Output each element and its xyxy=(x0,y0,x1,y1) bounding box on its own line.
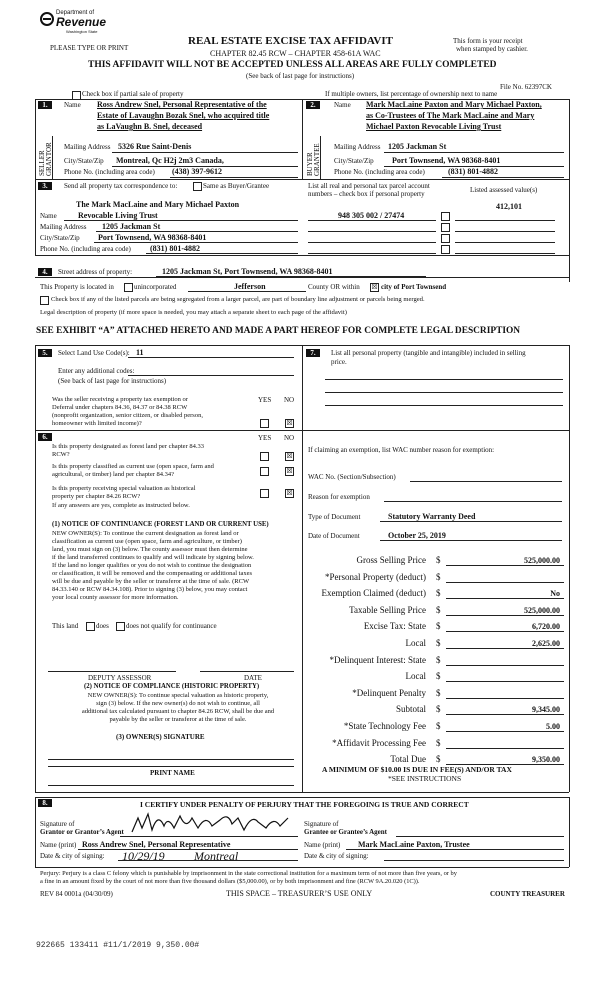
tax-name-label: Name xyxy=(40,212,57,220)
notice-continuance-title: (1) NOTICE OF CONTINUANCE (FOREST LAND OR CURRENT USE) xyxy=(52,521,269,528)
treasurer-receipt-stamp: 922665 133411 #11/1/2019 9,350.00# xyxy=(36,941,200,950)
forest-land-yes-checkbox[interactable] xyxy=(260,452,269,461)
seller-city: Montreal, Qc H2j 2m3 Canada, xyxy=(116,156,224,165)
fin-label-10: *State Technology Fee xyxy=(343,721,426,731)
grantor-name-print-label: Name (print) xyxy=(40,841,77,849)
document-type: Statutory Warranty Deed xyxy=(388,512,476,521)
unincorporated-checkbox[interactable] xyxy=(124,283,133,292)
tax-name-line-2: Revocable Living Trust xyxy=(78,211,158,220)
see-instructions-note: *SEE INSTRUCTIONS xyxy=(388,774,462,783)
parcel-4-personal-checkbox[interactable] xyxy=(441,245,450,254)
treasurer-use-only: THIS SPACE – TREASURER’S USE ONLY xyxy=(226,889,373,898)
tax-name-line-1: The Mark MacLaine and Mary Michael Paxton xyxy=(76,200,240,209)
fin-currency-0: $ xyxy=(436,555,441,565)
parcel-number: 948 305 002 / 27474 xyxy=(338,211,405,220)
parcel-list-label-1: List all real and personal tax parcel account xyxy=(308,182,430,190)
fin-label-2: Exemption Claimed (deduct) xyxy=(321,588,426,598)
grantor-side-label: GRANTOR xyxy=(45,142,53,176)
buyer-name-line-2: as Co-Trustees of The Mark MacLaine and Mary xyxy=(366,111,535,120)
fin-label-7: Local xyxy=(405,671,426,681)
this-land-label: This land xyxy=(52,622,79,630)
fin-label-6: *Delinquent Interest: State xyxy=(329,655,426,665)
fin-label-5: Local xyxy=(405,638,426,648)
tax-mailing-address: 1205 Jackman St xyxy=(102,222,161,231)
tax-city: Port Townsend, WA 98368-8401 xyxy=(98,233,207,242)
perjury-notice-line-2: a fine in an amount fixed by the court of not more than five thousand dollars ($5,000.00), or by both imprisonment and fine (RCW 9A.20.020 (1C)). xyxy=(40,878,420,885)
city-of-label: city of Port Townsend xyxy=(381,283,447,291)
form-chapter: CHAPTER 82.45 RCW – CHAPTER 458-61A WAC xyxy=(210,49,381,58)
logo-top: Department of xyxy=(56,10,95,16)
assessed-value-label: Listed assessed value(s) xyxy=(470,186,538,194)
grantee-printed-name: Mark MacLaine Paxton, Trustee xyxy=(358,840,470,849)
sec6-yes-header: YES xyxy=(258,434,272,442)
sec6-q3-line-2: property per chapter 84.26 RCW? xyxy=(52,493,141,500)
fin-currency-1: $ xyxy=(436,572,441,582)
fin-label-3: Taxable Selling Price xyxy=(349,605,426,615)
section-5-number: 5. xyxy=(38,349,52,357)
sec5-question-line-2: Deferral under chapters 84.36, 84.37 or 84.38 RCW xyxy=(52,404,188,411)
assessed-value: 412,101 xyxy=(496,202,522,211)
fin-label-4: Excise Tax: State xyxy=(363,621,426,631)
sec5-question-line-3: (nonprofit organization, senior citizen, or disabled person, xyxy=(52,412,203,419)
file-number: File No. 62397CK xyxy=(500,83,552,91)
logo-sub: Washington State xyxy=(66,29,98,34)
tax-mailing-label: Mailing Address xyxy=(40,223,87,231)
section-2-number: 2. xyxy=(306,101,320,109)
sec6-q1-line-2: RCW? xyxy=(52,451,70,458)
notice1-line-8: 84.33.140 or RCW 84.34.108). Prior to signing (3) below, you may contact xyxy=(52,586,248,593)
additional-codes-label: Enter any additional codes: xyxy=(58,367,135,375)
sec6-q2-line-2: agricultural, or timber) land per chapter 84.34? xyxy=(52,471,175,478)
sec5-yes-checkbox[interactable] xyxy=(260,419,269,428)
segregated-parcel-checkbox[interactable] xyxy=(40,296,49,305)
seller-name-label: Name xyxy=(64,101,81,109)
buyer-mailing-address: 1205 Jackman St xyxy=(388,142,447,151)
historic-yes-checkbox[interactable] xyxy=(260,489,269,498)
print-name-label: PRINT NAME xyxy=(150,769,195,777)
buyer-name-label: Name xyxy=(334,101,351,109)
receipt-note-2: when stamped by cashier. xyxy=(456,45,528,53)
fin-currency-12: $ xyxy=(436,754,441,764)
notice2-line-4: payable by the seller or transferor at the time of sale. xyxy=(109,716,247,723)
within-city-checkbox[interactable]: ☒ xyxy=(371,283,378,291)
section-7-number: 7. xyxy=(306,349,320,357)
owners-signature-label: (3) OWNER(S) SIGNATURE xyxy=(116,733,205,741)
notice1-line-3: land, you must sign on (3) below. The county assessor must then determine xyxy=(52,546,248,553)
buyer-name-line-1: Mark MacLaine Paxton and Mary Michael Paxton, xyxy=(366,100,542,109)
fin-currency-4: $ xyxy=(436,621,441,631)
fin-value-10: 5.00 xyxy=(546,722,560,731)
section-6-number: 6. xyxy=(38,433,52,441)
notice-compliance-title: (2) NOTICE OF COMPLIANCE (HISTORIC PROPERTY) xyxy=(84,683,260,690)
street-address-label: Street address of property: xyxy=(58,268,133,276)
sec6-q3-line-1: Is this property receiving special valuation as historical xyxy=(52,485,196,492)
fin-value-0: 525,000.00 xyxy=(524,556,560,565)
assessor-date-label: DATE xyxy=(244,674,262,682)
grantor-agent-label: Grantor or Grantor’s Agent xyxy=(40,828,124,836)
receipt-note-1: This form is your receipt xyxy=(453,37,523,45)
certification-statement: I CERTIFY UNDER PENALTY OF PERJURY THAT THE FOREGOING IS TRUE AND CORRECT xyxy=(140,800,469,809)
fin-currency-9: $ xyxy=(436,704,441,714)
form-revision: REV 84 0001a (04/30/09) xyxy=(40,890,113,898)
exemption-claim-label: If claiming an exemption, list WAC number reason for exemption: xyxy=(308,446,495,454)
parcel-list-label-2: numbers – check box if personal property xyxy=(308,190,425,198)
tax-phone-label: Phone No. (including area code) xyxy=(40,245,131,253)
fin-value-4: 6,720.00 xyxy=(532,622,560,631)
exemption-reason-label: Reason for exemption xyxy=(308,493,370,501)
document-type-label: Type of Document xyxy=(308,513,361,521)
type-or-print-note: PLEASE TYPE OR PRINT xyxy=(50,44,129,52)
county-or-within-label: County OR within xyxy=(308,283,360,291)
personal-property-label-2: price. xyxy=(331,358,347,366)
fin-value-5: 2,625.00 xyxy=(532,639,560,648)
fin-label-0: Gross Selling Price xyxy=(356,555,426,565)
fin-currency-8: $ xyxy=(436,688,441,698)
sec5-no-header: NO xyxy=(284,396,295,404)
grantor-signature-icon xyxy=(128,808,298,838)
fin-label-8: *Delinquent Penalty xyxy=(352,688,426,698)
property-street-address: 1205 Jackman St, Port Townsend, WA 98368-8401 xyxy=(162,267,333,276)
form-title: REAL ESTATE EXCISE TAX AFFIDAVIT xyxy=(188,35,393,47)
minimum-fee-note: A MINIMUM OF $10.00 IS DUE IN FEE(S) AND/OR TAX xyxy=(322,765,512,774)
land-use-code: 11 xyxy=(136,348,144,357)
legal-description-label: Legal description of property (if more space is needed, you may attach a separate sheet to each page of the affidavit) xyxy=(40,309,347,316)
fin-currency-7: $ xyxy=(436,671,441,681)
grantee-agent-label: Grantee or Grantee’s Agent xyxy=(304,828,388,836)
sec6-no-header: NO xyxy=(284,434,295,442)
buyer-phone: (831) 801-4882 xyxy=(448,167,498,176)
land-does-not-checkbox[interactable] xyxy=(116,622,125,631)
see-back-note: (See back of last page for instructions) xyxy=(246,72,355,80)
sec6-q1-line-1: Is this property designated as forest land per chapter 84.33 xyxy=(52,443,204,450)
sec6-q2-line-1: Is this property classified as current use (open space, farm and xyxy=(52,463,214,470)
land-does-not-label: does not qualify for continuance xyxy=(126,622,217,630)
notice1-line-1: NEW OWNER(S): To continue the current designation as forest land or xyxy=(52,530,239,537)
grantee-signature-label: Signature of xyxy=(304,820,339,828)
exhibit-a-reference: SEE EXHIBIT “A” ATTACHED HERETO AND MADE A PART HEREOF FOR COMPLETE LEGAL DESCRIPTION xyxy=(36,326,521,336)
tax-city-label: City/State/Zip xyxy=(40,234,80,242)
notice1-line-6: or classification, it will be removed and the compensating or additional taxes xyxy=(52,570,252,577)
grantor-signature-label: Signature of xyxy=(40,820,75,828)
fin-value-12: 9,350.00 xyxy=(532,755,560,764)
seller-mailing-label: Mailing Address xyxy=(64,143,111,151)
seller-phone-label: Phone No. (including area code) xyxy=(64,168,155,176)
fin-currency-6: $ xyxy=(436,655,441,665)
forest-land-no-checkbox[interactable]: ☒ xyxy=(286,452,293,460)
fin-currency-2: $ xyxy=(436,588,441,598)
logo-main: Revenue xyxy=(56,15,107,29)
warning-banner: THIS AFFIDAVIT WILL NOT BE ACCEPTED UNLESS ALL AREAS ARE FULLY COMPLETED xyxy=(88,60,497,70)
grantee-date-place-label: Date & city of signing: xyxy=(304,852,369,860)
notice1-line-2: classification as current use (open space, farm and agriculture, or timber) xyxy=(52,538,242,545)
notice2-line-2: sign (3) below. If the new owner(s) do not wish to continue, all xyxy=(96,700,260,707)
notice1-line-4: if the land transferred continues to qualify and will indicate by signing below. xyxy=(52,554,254,561)
land-does-label: does xyxy=(96,622,109,630)
grantee-name-print-label: Name (print) xyxy=(304,841,341,849)
same-as-buyer-label: Same as Buyer/Grantee xyxy=(203,182,270,190)
additional-codes-note: (See back of last page for instructions) xyxy=(58,377,167,385)
partial-sale-label: Check box if partial sale of property xyxy=(82,90,184,98)
section-4-number: 4. xyxy=(38,268,52,276)
fin-value-2: No xyxy=(550,589,560,598)
parcel-3-personal-checkbox[interactable] xyxy=(441,234,450,243)
perjury-notice-line-1: Perjury: Perjury is a class C felony which is punishable by imprisonment in the state correctional institution for a maximum term of not more than five years, or by xyxy=(40,870,457,877)
parcel-1-personal-checkbox[interactable] xyxy=(441,212,450,221)
buyer-phone-label: Phone No. (including area code) xyxy=(334,168,425,176)
notice2-line-3: additional tax calculated pursuant to chapter 84.26 RCW, shall be due and xyxy=(81,708,275,715)
same-as-buyer-checkbox[interactable] xyxy=(193,182,202,191)
document-date-label: Date of Document xyxy=(308,532,360,540)
notice1-line-7: will be due and payable by the seller or transferor at the time of sale. (RCW xyxy=(52,578,250,585)
seller-name-line-2: Estate of Lavaughn Bozak Snel, who acquired title xyxy=(97,111,270,120)
fin-currency-10: $ xyxy=(436,721,441,731)
unincorporated-label: unincorporated xyxy=(134,283,177,291)
notice1-line-9: your local county assessor for more information. xyxy=(52,594,179,601)
grantor-date-place-label: Date & city of signing: xyxy=(40,852,105,860)
buyer-side-label: BUYER xyxy=(306,152,314,176)
land-use-code-label: Select Land Use Code(s): xyxy=(58,349,130,357)
dor-logo-icon xyxy=(40,12,54,26)
buyer-city: Port Townsend, WA 98368-8401 xyxy=(392,156,501,165)
personal-property-label-1: List all personal property (tangible and intangible) included in selling xyxy=(331,349,526,357)
historic-no-checkbox[interactable]: ☒ xyxy=(286,489,293,497)
sec6-if-yes-note: If any answers are yes, complete as instructed below. xyxy=(52,502,190,509)
parcel-2-personal-checkbox[interactable] xyxy=(441,223,450,232)
grantor-signing-date: 10/29/19 xyxy=(122,849,165,863)
fin-label-11: *Affidavit Processing Fee xyxy=(332,738,426,748)
buyer-name-line-3: Michael Paxton Revocable Living Trust xyxy=(366,122,502,131)
current-use-yes-checkbox[interactable] xyxy=(260,467,269,476)
land-does-checkbox[interactable] xyxy=(86,622,95,631)
deputy-assessor-label: DEPUTY ASSESSOR xyxy=(88,674,152,682)
fin-currency-11: $ xyxy=(436,738,441,748)
seller-name-line-1: Ross Andrew Snel, Personal Representative of the xyxy=(97,100,267,109)
section-1-number: 1. xyxy=(38,101,52,109)
notice1-line-5: If the land no longer qualifies or you do not wish to continue the designation xyxy=(52,562,252,569)
segregated-parcel-label: Check box if any of the listed parcels are being segregated from a larger parcel, are part of boundary line adjustment or parcels being merged. xyxy=(51,296,425,303)
buyer-city-label: City/State/Zip xyxy=(334,157,374,165)
section-3-number: 3. xyxy=(38,182,52,190)
sec5-yes-header: YES xyxy=(258,396,272,404)
tax-phone: (831) 801-4882 xyxy=(150,244,200,253)
grantee-side-label: GRANTEE xyxy=(313,143,321,176)
seller-phone: (438) 397-9612 xyxy=(172,167,222,176)
fin-label-1: *Personal Property (deduct) xyxy=(325,572,426,582)
sec5-no-checkbox[interactable]: ☒ xyxy=(286,419,293,427)
seller-mailing-address: 5326 Rue Saint-Denis xyxy=(118,142,192,151)
fin-label-12: Total Due xyxy=(390,754,426,764)
buyer-mailing-label: Mailing Address xyxy=(334,143,381,151)
wac-number-label: WAC No. (Section/Subsection) xyxy=(308,473,396,481)
dor-logo xyxy=(40,10,107,36)
fin-currency-3: $ xyxy=(436,605,441,615)
seller-city-label: City/State/Zip xyxy=(64,157,104,165)
document-date: October 25, 2019 xyxy=(388,531,446,540)
sec5-question-line-4: homeowner with limited income)? xyxy=(52,420,142,427)
fin-currency-5: $ xyxy=(436,638,441,648)
section-8-number: 8. xyxy=(38,799,52,807)
seller-name-line-3: as LaVaughn B. Snel, deceased xyxy=(97,122,203,131)
fin-value-3: 525,000.00 xyxy=(524,606,560,615)
fin-value-9: 9,345.00 xyxy=(532,705,560,714)
tax-correspondence-label: Send all property tax correspondence to: xyxy=(64,182,178,190)
notice2-line-1: NEW OWNER(S): To continue special valuation as historic property, xyxy=(87,692,269,699)
fin-label-9: Subtotal xyxy=(395,704,426,714)
grantor-signing-city: Montreal xyxy=(194,849,239,863)
county-treasurer-label: COUNTY TREASURER xyxy=(490,890,565,898)
county-name: Jefferson xyxy=(234,282,266,291)
grantor-printed-name: Ross Andrew Snel, Personal Representative xyxy=(82,840,231,849)
current-use-no-checkbox[interactable]: ☒ xyxy=(286,467,293,475)
seller-side-label: SELLER xyxy=(38,150,46,176)
multiple-owners-note: If multiple owners, list percentage of ownership next to name xyxy=(325,90,498,98)
property-located-label: This Property is located in xyxy=(40,283,114,291)
sec5-question-line-1: Was the seller receiving a property tax exemption or xyxy=(52,396,188,403)
